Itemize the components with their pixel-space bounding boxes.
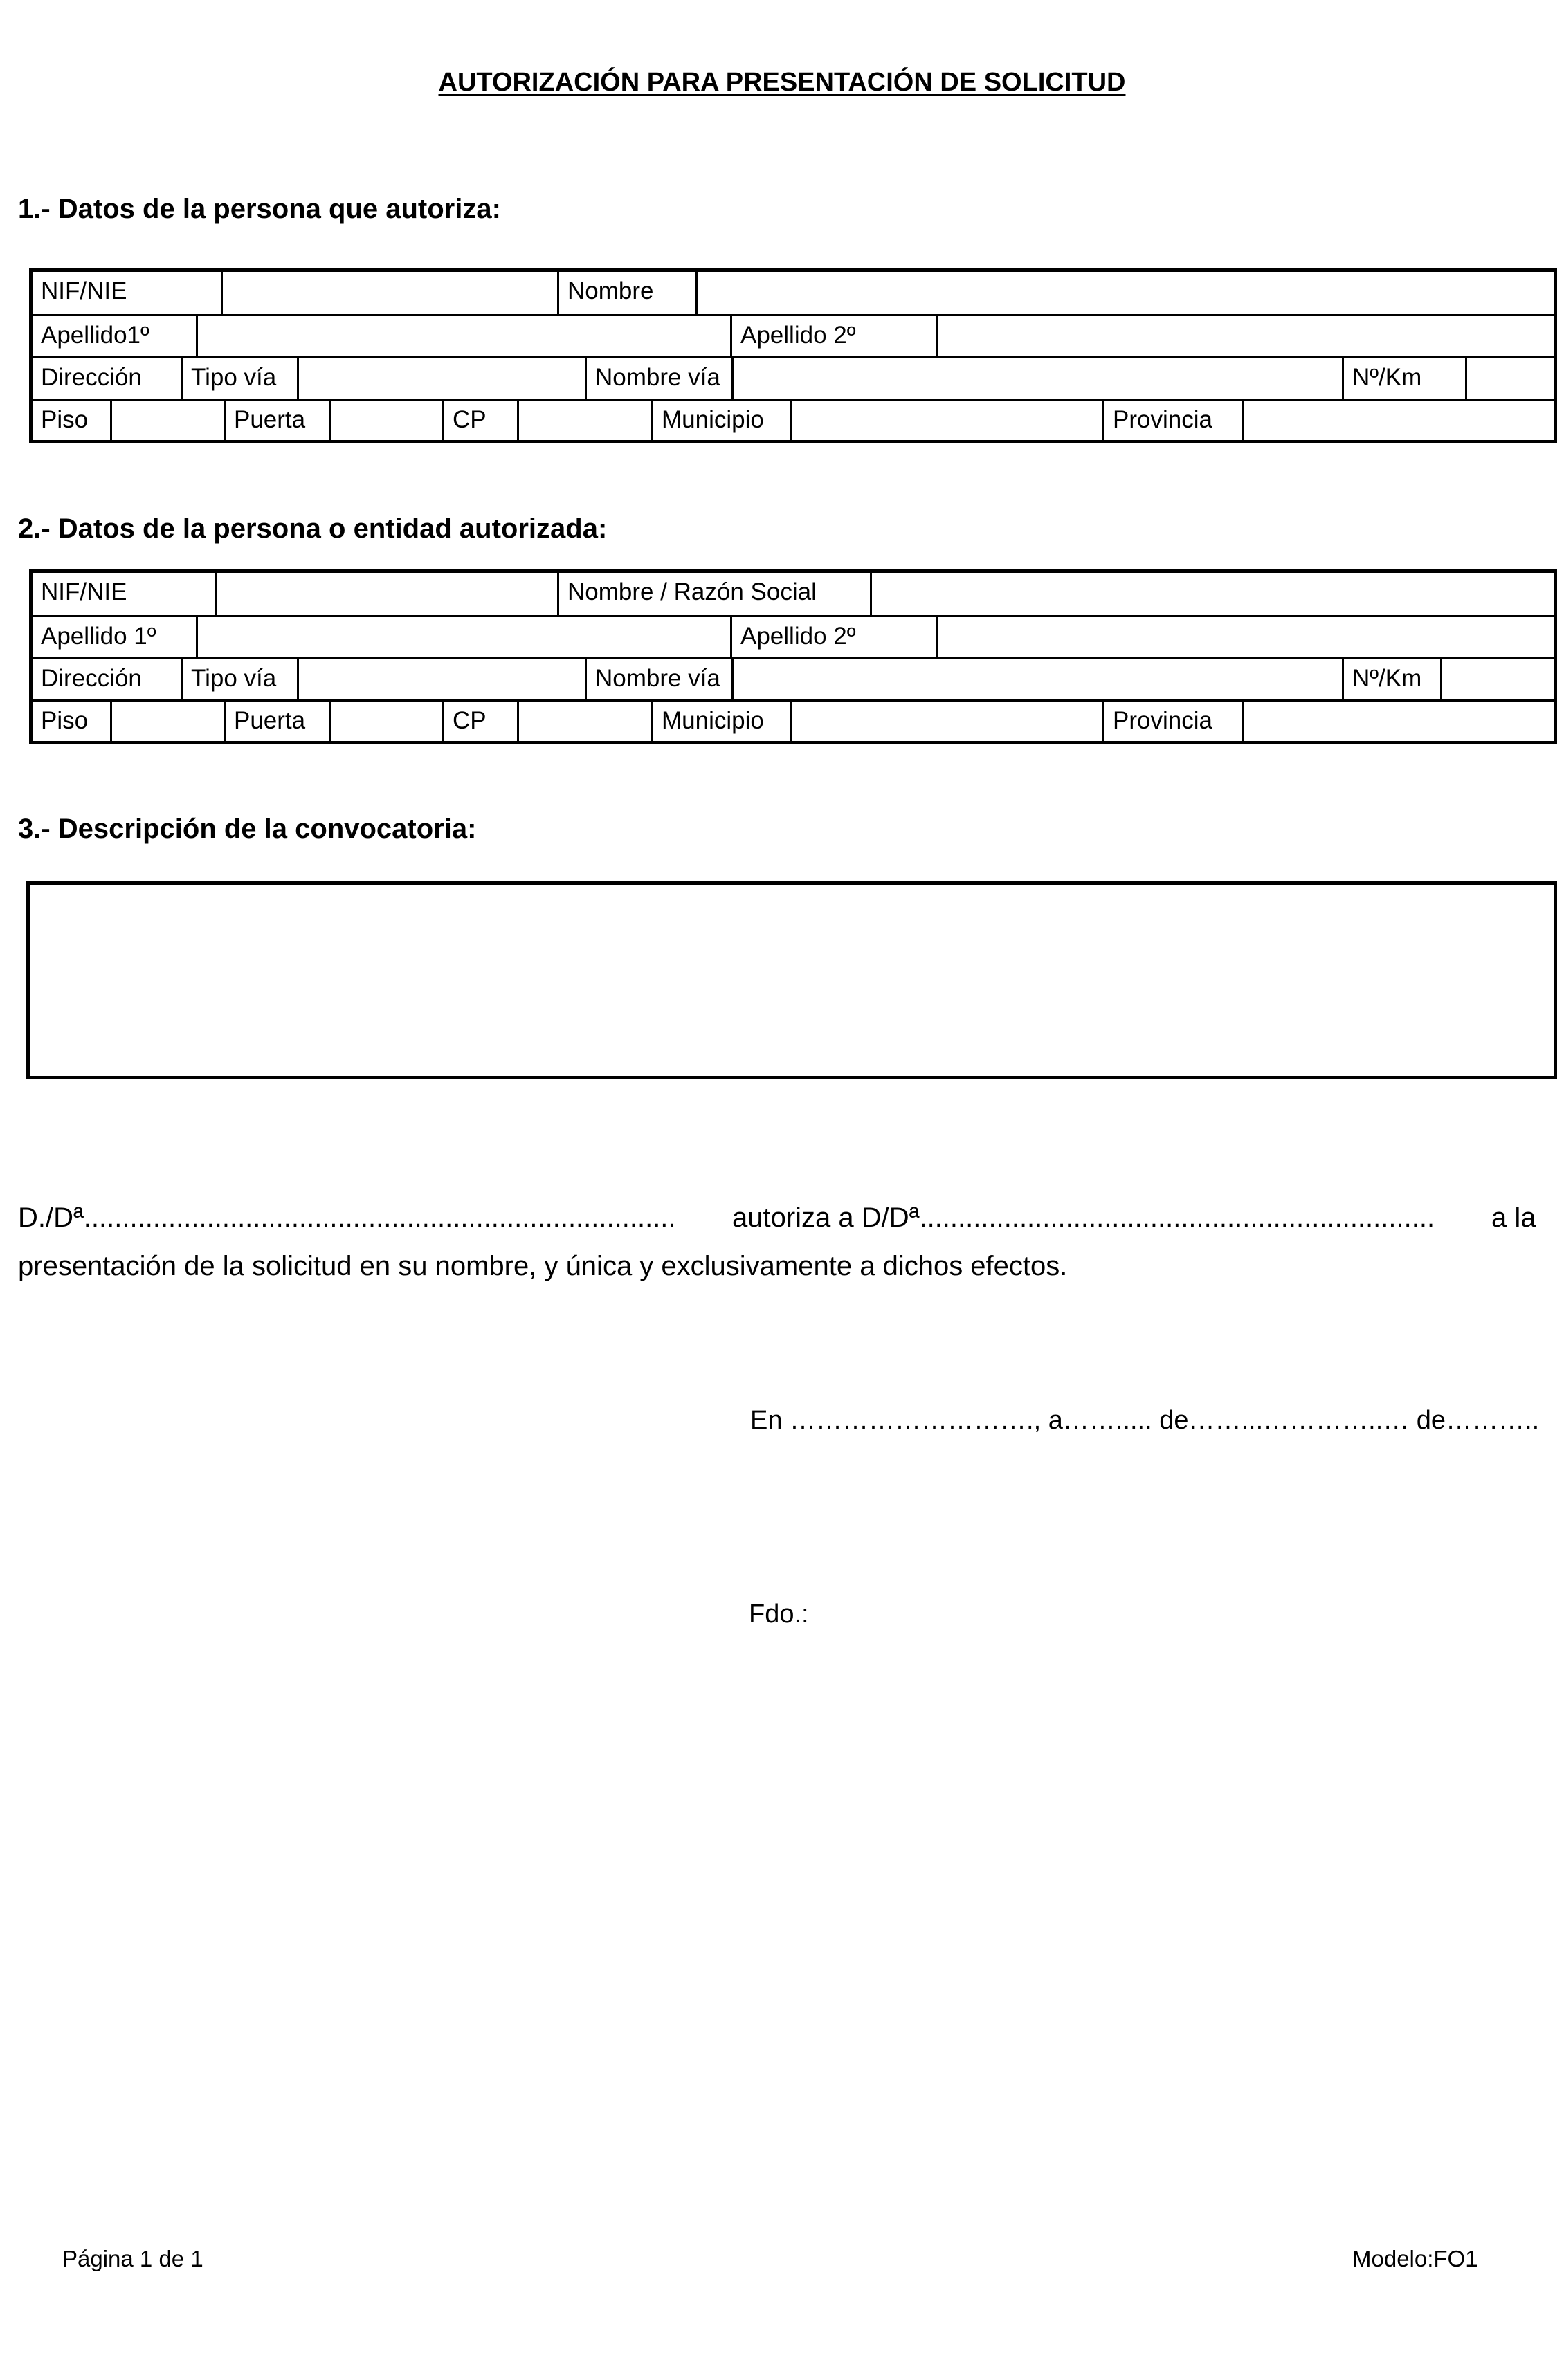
tipo-via-field[interactable] bbox=[297, 358, 585, 399]
table-row bbox=[33, 615, 1554, 657]
table-row bbox=[33, 657, 1554, 699]
cp-label: CP bbox=[453, 707, 487, 734]
provincia-label: Provincia bbox=[1113, 406, 1212, 433]
nombre-via-field[interactable] bbox=[731, 358, 1342, 399]
nombre-razon-label: Nombre / Razón Social bbox=[567, 578, 817, 605]
nombre-via-label: Nombre vía bbox=[595, 364, 720, 391]
puerta-field[interactable] bbox=[329, 401, 442, 441]
page-number: Página 1 de 1 bbox=[62, 2246, 203, 2271]
municipio-label: Municipio bbox=[662, 707, 764, 734]
section3-heading: 3.- Descripción de la convocatoria: bbox=[18, 814, 477, 844]
authorization-text: presentación de la solicitud en su nombre, y única y exclusivamente a dichos efectos. bbox=[18, 1251, 1068, 1281]
nombre-razon-field[interactable] bbox=[870, 573, 1554, 615]
convocatoria-description-field[interactable] bbox=[26, 881, 1557, 1079]
direccion-label: Dirección bbox=[41, 364, 142, 391]
authorizing-person-line: D./Dª............................................................................. bbox=[18, 1202, 676, 1233]
table-row bbox=[33, 272, 1554, 314]
model-code: Modelo:FO1 bbox=[1352, 2246, 1478, 2271]
provincia-field[interactable] bbox=[1242, 401, 1554, 441]
puerta-label: Puerta bbox=[234, 707, 306, 734]
table-row bbox=[33, 573, 1554, 615]
authorized-person-line: autoriza a D/Dª................................................................... bbox=[732, 1202, 1435, 1233]
nombre-via-label: Nombre vía bbox=[595, 665, 720, 692]
cp-field[interactable] bbox=[517, 702, 651, 742]
puerta-label: Puerta bbox=[234, 406, 306, 433]
num-km-field[interactable] bbox=[1465, 358, 1554, 399]
section2-heading: 2.- Datos de la persona o entidad autorizada: bbox=[18, 513, 608, 544]
apellido2-label: Apellido 2º bbox=[740, 322, 856, 349]
cp-field[interactable] bbox=[517, 401, 651, 441]
table-row bbox=[33, 314, 1554, 356]
apellido2-field[interactable] bbox=[936, 316, 1554, 356]
section1-heading: 1.- Datos de la persona que autoriza: bbox=[18, 194, 501, 224]
authorization-line-end: a la bbox=[1491, 1202, 1536, 1233]
tipo-via-label: Tipo vía bbox=[191, 665, 277, 692]
tipo-via-field[interactable] bbox=[297, 659, 585, 699]
municipio-label: Municipio bbox=[662, 406, 764, 433]
piso-field[interactable] bbox=[110, 702, 224, 742]
municipio-field[interactable] bbox=[790, 401, 1102, 441]
nombre-label: Nombre bbox=[567, 277, 654, 304]
nif-label: NIF/NIE bbox=[41, 578, 127, 605]
num-km-label: Nº/Km bbox=[1352, 665, 1422, 692]
apellido1-field[interactable] bbox=[196, 617, 730, 657]
provincia-field[interactable] bbox=[1242, 702, 1554, 742]
provincia-label: Provincia bbox=[1113, 707, 1212, 734]
apellido1-label: Apellido 1º bbox=[41, 623, 156, 650]
document-title: AUTORIZACIÓN PARA PRESENTACIÓN DE SOLICITUD bbox=[438, 68, 1126, 97]
nombre-via-field[interactable] bbox=[731, 659, 1342, 699]
apellido1-label: Apellido1º bbox=[41, 322, 149, 349]
apellido2-label: Apellido 2º bbox=[740, 623, 856, 650]
piso-label: Piso bbox=[41, 707, 89, 734]
num-km-label: Nº/Km bbox=[1352, 364, 1422, 391]
direccion-label: Dirección bbox=[41, 665, 142, 692]
puerta-field[interactable] bbox=[329, 702, 442, 742]
table-row bbox=[33, 356, 1554, 399]
table-row bbox=[33, 399, 1554, 441]
municipio-field[interactable] bbox=[790, 702, 1102, 742]
piso-label: Piso bbox=[41, 406, 89, 433]
table-row bbox=[33, 699, 1554, 742]
section1-table bbox=[29, 268, 1557, 443]
apellido1-field[interactable] bbox=[196, 316, 730, 356]
nif-label: NIF/NIE bbox=[41, 277, 127, 304]
apellido2-field[interactable] bbox=[936, 617, 1554, 657]
piso-field[interactable] bbox=[110, 401, 224, 441]
tipo-via-label: Tipo vía bbox=[191, 364, 277, 391]
nif-field[interactable] bbox=[215, 573, 557, 615]
num-km-field[interactable] bbox=[1440, 659, 1554, 699]
nombre-field[interactable] bbox=[695, 272, 1554, 314]
place-date-line: En ………………………., a……..... de……...…………..… de……….. bbox=[750, 1406, 1540, 1435]
nif-field[interactable] bbox=[221, 272, 557, 314]
section2-table bbox=[29, 569, 1557, 744]
signature-label: Fdo.: bbox=[749, 1600, 809, 1629]
cp-label: CP bbox=[453, 406, 487, 433]
